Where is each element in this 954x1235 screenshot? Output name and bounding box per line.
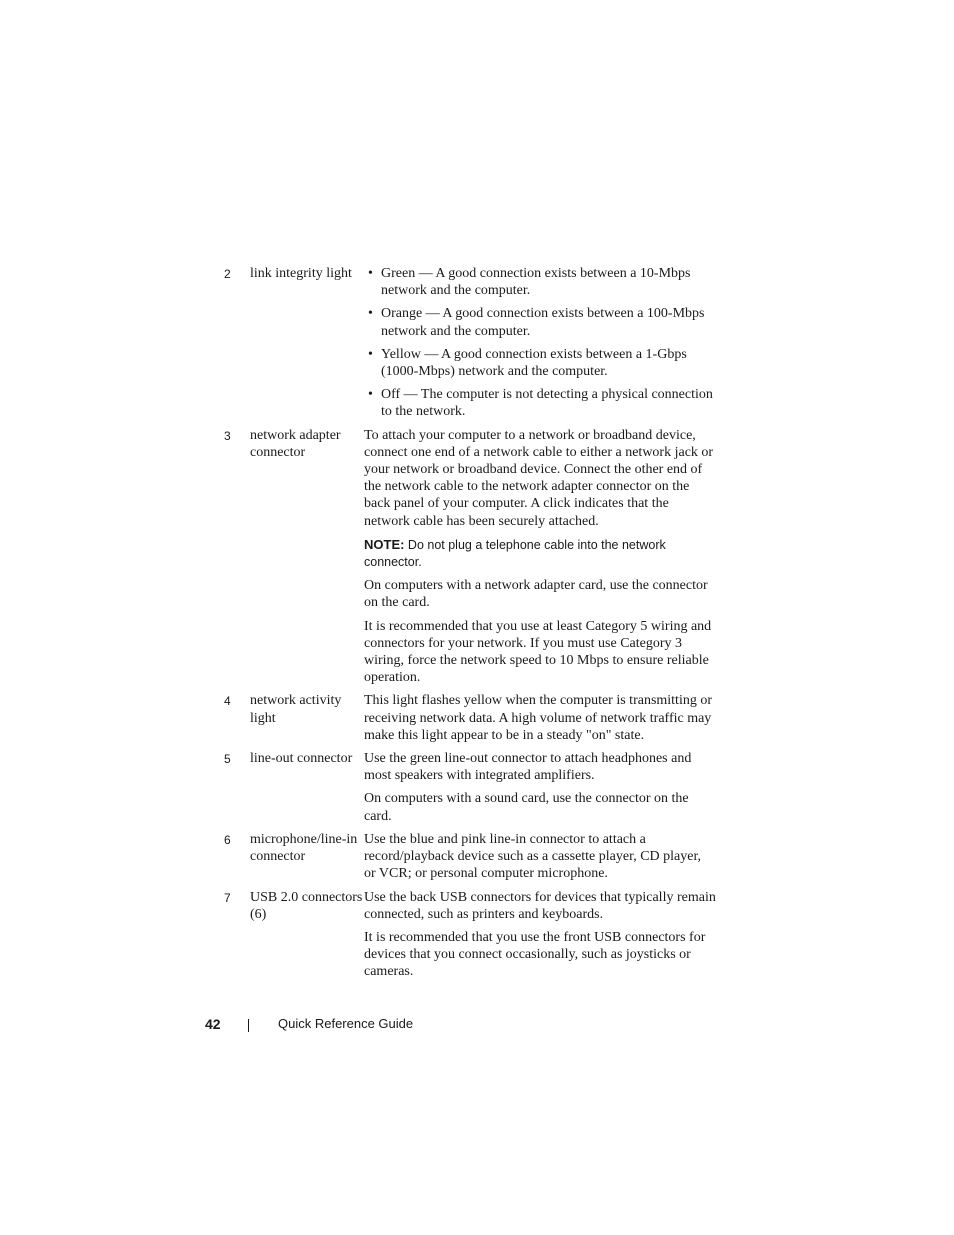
item-number: 4 — [224, 694, 231, 709]
item-description — [364, 692, 716, 744]
bullet-text: Orange — A good connection exists between a 100-Mbps network and the computer. — [381, 306, 705, 339]
page-number: 42 — [205, 1016, 221, 1032]
list-item — [364, 305, 716, 339]
bullet-icon: • — [368, 387, 373, 403]
item-description — [364, 750, 716, 825]
item-number: 2 — [224, 267, 231, 281]
table-row — [224, 692, 716, 744]
footer-divider — [248, 1019, 249, 1032]
bullet-text: Green — A good connection exists between a 10-Mbps network and the computer. — [381, 266, 691, 299]
document-title: Quick Reference Guide — [278, 1016, 414, 1031]
note-label: NOTE: — [364, 536, 405, 552]
item-label: network activity light — [250, 693, 342, 726]
description-paragraph: It is recommended that you use the front USB connectors for devices that you connect occasionally, such as joysticks or cameras. — [364, 929, 706, 980]
description-paragraph: It is recommended that you use at least Category 5 wiring and connectors for your network. If you must use Category 3 wiring, force the network speed to 10 Mbps to ensure reliable operation. — [364, 618, 712, 686]
table-row — [224, 831, 716, 883]
item-number: 5 — [224, 752, 231, 767]
item-label: line-out connector — [250, 751, 353, 767]
list-item — [364, 265, 716, 299]
bullet-list — [364, 265, 716, 421]
table-row — [224, 427, 716, 687]
list-item — [364, 346, 716, 380]
table-row — [224, 889, 716, 981]
list-item — [364, 386, 716, 420]
item-label: link integrity light — [250, 266, 352, 281]
description-paragraph: Use the back USB connectors for devices that typically remain connected, such as printers and keyboards. — [364, 889, 716, 922]
description-paragraph: On computers with a network adapter card, use the connector on the card. — [364, 578, 708, 611]
item-description — [364, 427, 716, 687]
table-row — [224, 750, 716, 825]
bullet-icon: • — [368, 306, 373, 322]
connector-table — [224, 265, 716, 987]
item-label: microphone/line-in connector — [250, 831, 358, 865]
description-paragraph: To attach your computer to a network or broadband device, connect one end of a network cable to either a network jack or your network or broadband device. Connect the other end of the network cable to the network adapter connector on the back panel of your computer. A click indicates that the network cable has been securely attached. — [364, 427, 714, 529]
bullet-text: Off — The computer is not detecting a physical connection to the network. — [381, 387, 713, 420]
note — [364, 536, 716, 571]
bullet-text: Yellow — A good connection exists between a 1-Gbps (1000-Mbps) network and the computer. — [381, 346, 687, 380]
description-paragraph: Use the green line-out connector to attach headphones and most speakers with integrated amplifiers. — [364, 751, 692, 784]
item-description — [364, 265, 716, 421]
item-number: 3 — [224, 428, 231, 443]
description-paragraph: This light flashes yellow when the computer is transmitting or receiving network data. A high volume of network traffic may make this light appear to be in a steady "on" state. — [364, 693, 712, 743]
note-text: Do not plug a telephone cable into the network connector. — [364, 537, 666, 570]
item-description — [364, 889, 716, 981]
bullet-icon: • — [368, 266, 373, 281]
item-label: network adapter connector — [250, 427, 341, 460]
description-paragraph: Use the blue and pink line-in connector to attach a record/playback device such as a cassette player, CD player, or VCR; or personal computer microphone. — [364, 831, 702, 882]
item-number: 6 — [224, 832, 231, 847]
description-paragraph: On computers with a sound card, use the connector on the card. — [364, 791, 689, 824]
item-label: USB 2.0 connectors (6) — [250, 889, 363, 922]
table-row — [224, 265, 716, 421]
item-number: 7 — [224, 890, 231, 905]
bullet-icon: • — [368, 346, 373, 362]
item-description — [364, 831, 716, 883]
